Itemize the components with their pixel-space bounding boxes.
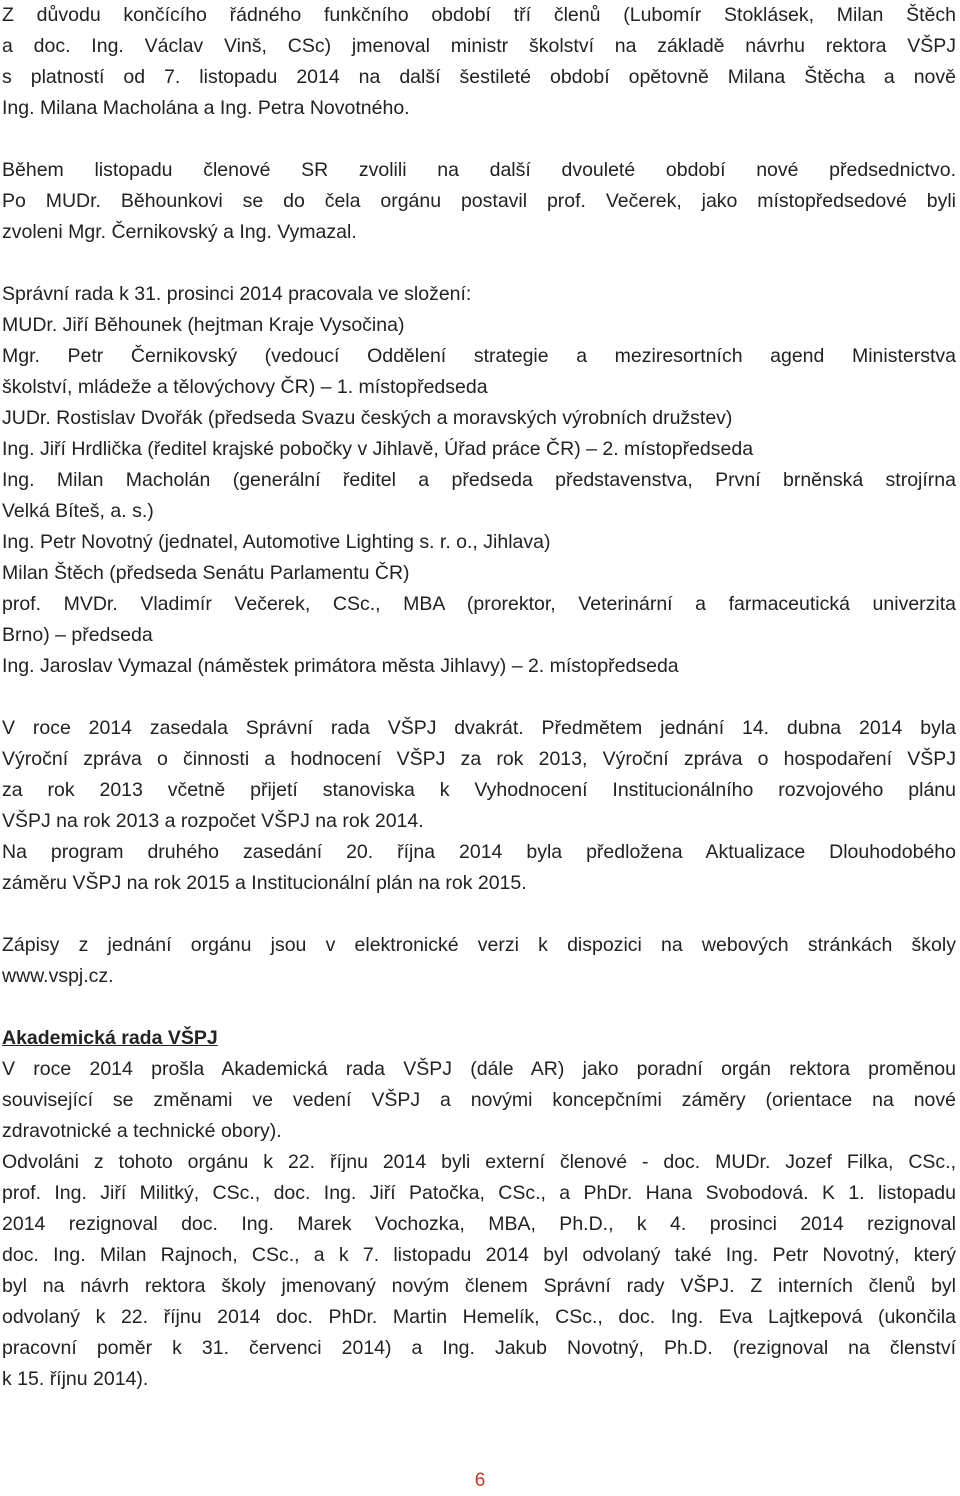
text-line: doc. Ing. Milan Rajnoch, CSc., a k 7. listopadu 2014 byl odvolaný také Ing. Petr Novotný, který [2,1244,956,1266]
text-line: Z důvodu končícího řádného funkčního období tří členů (Lubomír Stoklásek, Milan Štěch [2,4,956,26]
text-line: Po MUDr. Běhounkovi se do čela orgánu postavil prof. Večerek, jako místopředsedové byli [2,190,956,212]
text-line: odvolaný k 22. říjnu 2014 doc. PhDr. Martin Hemelík, CSc., doc. Ing. Eva Lajtkepová (ukončila [2,1306,956,1328]
text-line: pracovní poměr k 31. červenci 2014) a Ing. Jakub Novotný, Ph.D. (rezignoval na členství [2,1337,956,1359]
text-line: Výroční zpráva o činnosti a hodnocení VŠPJ za rok 2013, Výroční zpráva o hospodaření VŠPJ [2,748,956,770]
text-line: záměru VŠPJ na rok 2015 a Institucionální plán na rok 2015. [2,872,527,894]
text-line: prof. Ing. Jiří Militký, CSc., doc. Ing. Jiří Patočka, CSc., a PhDr. Hana Svobodová. K 1. listopadu [2,1182,956,1204]
text-line: Na program druhého zasedání 20. října 2014 byla předložena Aktualizace Dlouhodobého [2,841,956,863]
text-line: Odvoláni z tohoto orgánu k 22. říjnu 2014 byli externí členové - doc. MUDr. Jozef Filka, CSc., [2,1151,956,1173]
text-line: zdravotnické a technické obory). [2,1120,282,1142]
text-line: školství, mládeže a tělovýchovy ČR) – 1. místopředseda [2,376,488,398]
text-line: související se změnami ve vedení VŠPJ a novými koncepčními záměry (orientace na nové [2,1089,956,1111]
section-heading: Akademická rada VŠPJ [2,1027,218,1049]
text-line: Ing. Jiří Hrdlička (ředitel krajské pobočky v Jihlavě, Úřad práce ČR) – 2. místopředseda [2,438,754,460]
text-line: Mgr. Petr Černikovský (vedoucí Oddělení strategie a meziresortních agend Ministerstva [2,345,956,367]
text-line: za rok 2013 včetně přijetí stanoviska k Vyhodnocení Institucionálního rozvojového plánu [2,779,956,801]
text-line: zvoleni Mgr. Černikovský a Ing. Vymazal. [2,221,357,243]
page-number: 6 [474,1470,486,1491]
text-line: Zápisy z jednání orgánu jsou v elektronické verzi k dispozici na webových stránkách školy [2,934,956,956]
text-line: Správní rada k 31. prosinci 2014 pracovala ve složení: [2,283,472,305]
text-line: VŠPJ na rok 2013 a rozpočet VŠPJ na rok 2014. [2,810,424,832]
text-line: Ing. Milana Macholána a Ing. Petra Novotného. [2,97,410,119]
text-line: JUDr. Rostislav Dvořák (předseda Svazu českých a moravských výrobních družstev) [2,407,733,429]
text-line: Ing. Petr Novotný (jednatel, Automotive Lighting s. r. o., Jihlava) [2,531,551,553]
text-line: a doc. Ing. Václav Vinš, CSc) jmenoval ministr školství na základě návrhu rektora VŠPJ [2,35,956,57]
text-line: 2014 rezignoval doc. Ing. Marek Vochozka, MBA, Ph.D., k 4. prosinci 2014 rezignoval [2,1213,956,1235]
text-line: V roce 2014 zasedala Správní rada VŠPJ dvakrát. Předmětem jednání 14. dubna 2014 byla [2,717,956,739]
text-line: byl na návrh rektora školy jmenovaný novým členem Správní rady VŠPJ. Z interních členů byl [2,1275,956,1297]
text-line: www.vspj.cz. [2,965,114,987]
text-line: prof. MVDr. Vladimír Večerek, CSc., MBA (prorektor, Veterinární a farmaceutická univerzita [2,593,956,615]
text-line: Ing. Milan Macholán (generální ředitel a předseda představenstva, První brněnská strojírna [2,469,956,491]
text-line: s platností od 7. listopadu 2014 na další šestileté období opětovně Milana Štěcha a nově [2,66,956,88]
text-line: Během listopadu členové SR zvolili na další dvouleté období nové předsednictvo. [2,159,956,181]
text-line: Brno) – předseda [2,624,153,646]
text-line: k 15. říjnu 2014). [2,1368,149,1390]
text-line: Ing. Jaroslav Vymazal (náměstek primátora města Jihlavy) – 2. místopředseda [2,655,679,677]
text-line: Milan Štěch (předseda Senátu Parlamentu ČR) [2,562,410,584]
text-line: Velká Bíteš, a. s.) [2,500,154,522]
text-line: V roce 2014 prošla Akademická rada VŠPJ (dále AR) jako poradní orgán rektora proměnou [2,1058,956,1080]
text-line: MUDr. Jiří Běhounek (hejtman Kraje Vysočina) [2,314,405,336]
